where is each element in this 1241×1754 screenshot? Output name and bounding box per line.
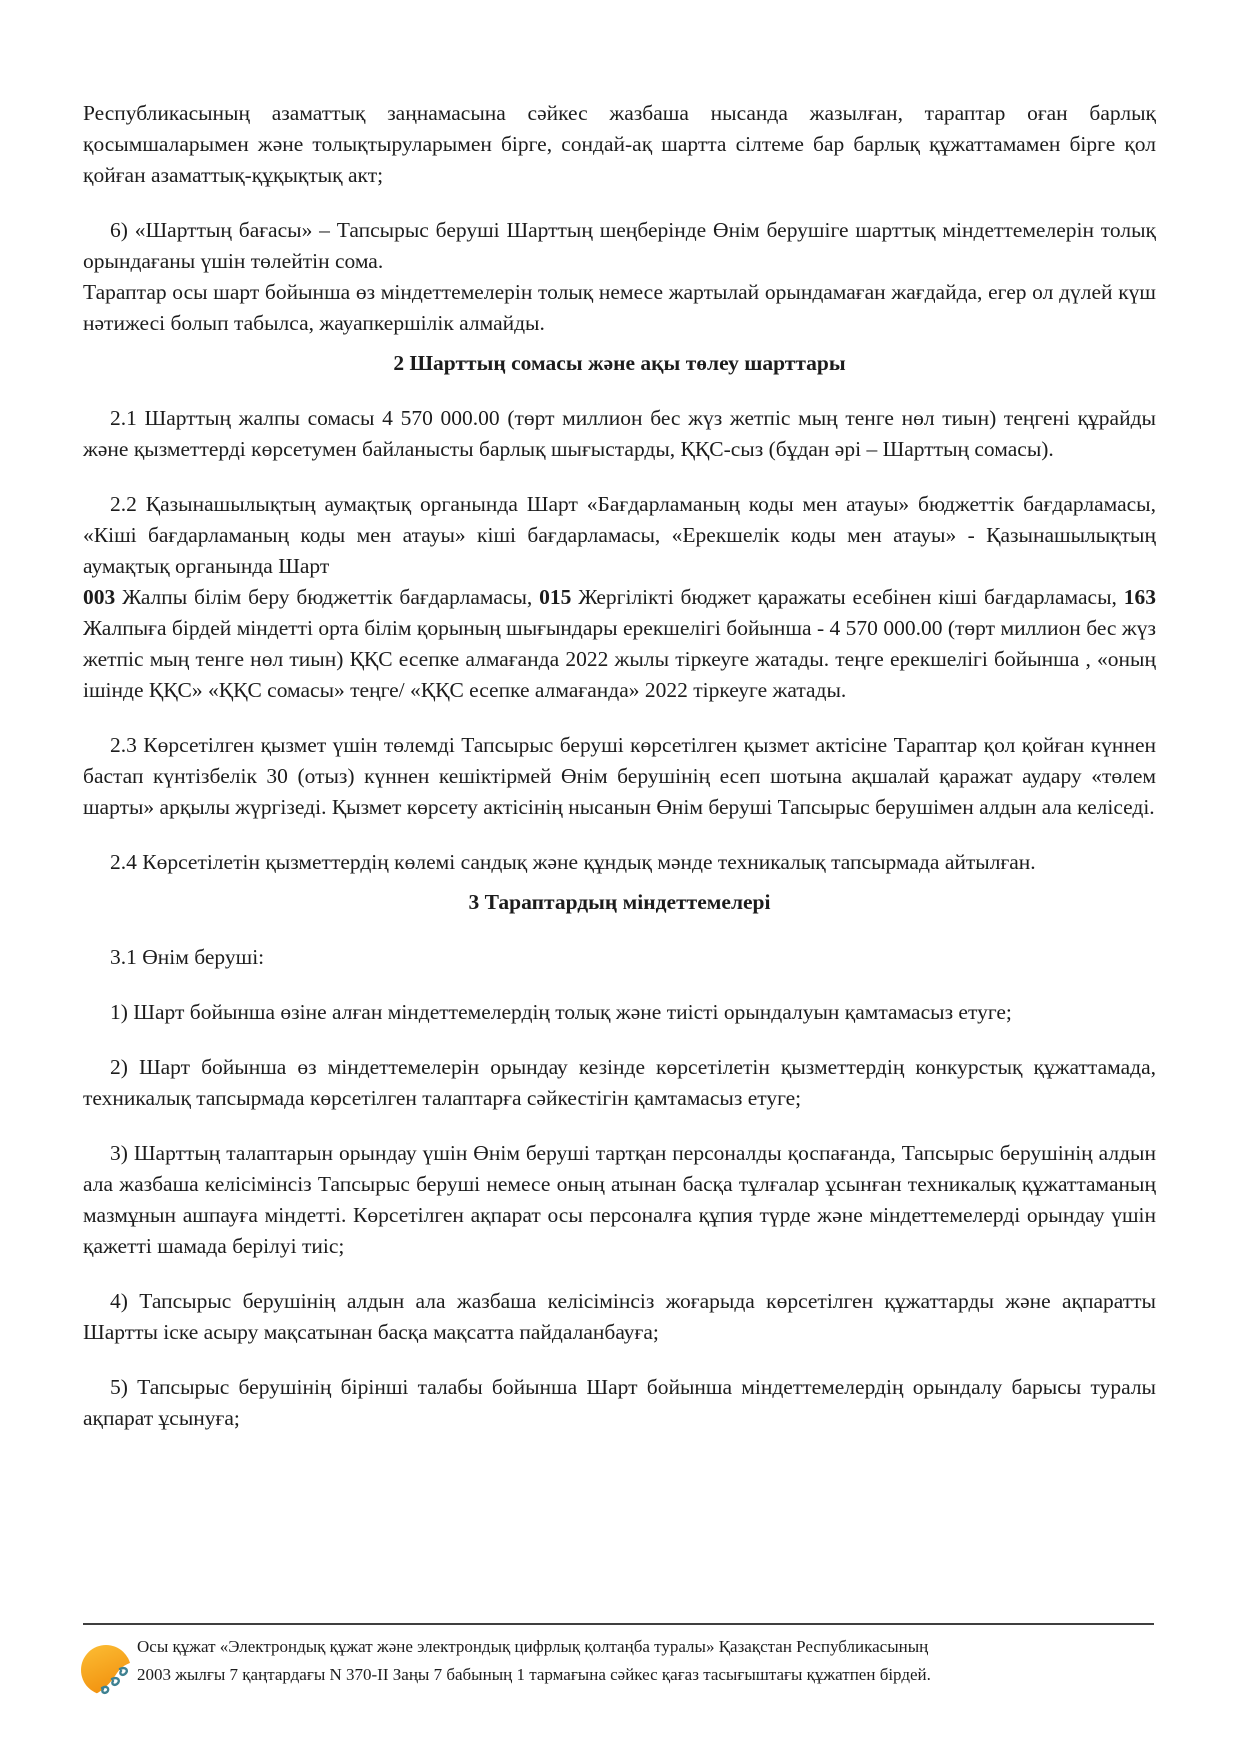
paragraph: 2.3 Көрсетілген қызмет үшін төлемді Тапсырыс беруші көрсетілген қызмет актісіне Тараптар қол қойған күннен бастап күнтізбелік 30 (отыз) күннен кешіктірмей Өнім берушінің есеп шотына ақшалай қаражат аудару «төлем шарты» арқылы жүргізеді. Қызмет көрсету актісінің нысанын Өнім беруші Тапсырыс берушімен алдын ала келіседі. [83, 733, 1156, 819]
egov-stamp-icon [81, 1640, 133, 1704]
paragraph: 2) Шарт бойынша өз міндеттемелерін орындау кезінде көрсетілетін қызметтердің конкурстық құжаттамада, техникалық тапсырмада көрсетілген талаптарға сәйкестігін қамтамасыз етуге; [83, 1055, 1156, 1110]
paragraph: Тараптар осы шарт бойынша өз міндеттемелерін толық немесе жартылай орындамаған жағдайда, егер ол дүлей күш нәтижесі болып табылса, жауапкершілік алмайды. [83, 280, 1156, 335]
paragraph: Республикасының азаматтық заңнамасына сәйкес жазбаша нысанда жазылған, тараптар оған барлық қосымшаларымен және толықтыруларымен бірге, сондай-ақ шартта сілтеме бар барлық құжаттамамен бірге қол қойған азаматтық-құқықтық акт; [83, 101, 1156, 187]
paragraph: 3.1 Өнім беруші: [110, 945, 265, 969]
footer-disclaimer: Осы құжат «Электрондық құжат және электрондық цифрлық қолтаңба туралы» Қазақстан Республикасының 2003 жылғы 7 қаңтардағы N 370-II Заңы 7 бабының 1 тармағына сәйкес қағаз тасығыштағы құжатпен бірдей. [137, 1637, 931, 1684]
paragraph: 2.4 Көрсетілетін қызметтердің көлемі сандық және құндық мәнде техникалық тапсырмада айтылған. [110, 850, 1036, 874]
paragraph: 6) «Шарттың бағасы» – Тапсырыс беруші Шарттың шеңберінде Өнім берушіге шарттық міндеттемелерін толық орындағаны үшін төлейтін сома. [83, 218, 1156, 273]
section-heading: 2 Шарттың сомасы және ақы төлеу шарттары [393, 351, 846, 375]
footer-divider [83, 1623, 1154, 1625]
paragraph: 3) Шарттың талаптарын орындау үшін Өнім беруші тартқан персоналды қоспағанда, Тапсырыс берушінің алдын ала жазбаша келісімінсіз Тапсырыс беруші немесе оның атынан басқа тұлғалар ұсынған техникалық құжаттаманың мазмұнын ашпауға міндетті. Көрсетілген ақпарат осы персоналға құпия түрде және міндеттемелерді орындау үшін қажетті шамада берілуі тиіс; [83, 1141, 1156, 1258]
paragraph: 1) Шарт бойынша өзіне алған міндеттемелердің толық және тиісті орындалуын қамтамасыз етуге; [110, 1000, 1012, 1024]
document-body [83, 98, 1156, 1434]
section-heading: 3 Тараптардың міндеттемелері [468, 890, 771, 914]
paragraph: 5) Тапсырыс берушінің бірінші талабы бойынша Шарт бойынша міндеттемелердің орындалу барысы туралы ақпарат ұсынуға; [83, 1375, 1156, 1430]
paragraph: 2.2 Қазынашылықтың аумақтық органында Шарт «Бағдарламаның коды мен атауы» бюджеттік бағдарламасы, «Кіші бағдарламаның коды мен атауы» кіші бағдарламасы, «Ерекшелік коды мен атауы» - Қазынашылықтың аумақтық органында Шарт 003 Жалпы білім беру бюджеттік бағдарламасы, 015 Жергілікті бюджет қаражаты есебінен кіші бағдарламасы, 163 Жалпыға бірдей міндетті орта білім қорының шығындары ерекшелігі бойынша - 4 570 000.00 (төрт миллион бес жүз жетпіс мың тенге нөл тиын) ҚҚС есепке алмағанда 2022 жылы тіркеуге жатады. теңге ерекшелігі бойынша , «оның ішінде ҚҚС» «ҚҚС сомасы» теңге/ «ҚҚС есепке алмағанда» 2022 тіркеуге жатады. [83, 492, 1156, 702]
paragraph: 2.1 Шарттың жалпы сомасы 4 570 000.00 (төрт миллион бес жүз жетпіс мың тенге нөл тиын) теңгені құрайды және қызметтерді көрсетумен байланысты барлық шығыстарды, ҚҚС-сыз (бұдан әрі – Шарттың сомасы). [83, 406, 1156, 461]
paragraph: 4) Тапсырыс берушінің алдын ала жазбаша келісімінсіз жоғарыда көрсетілген құжаттарды және ақпаратты Шартты іске асыру мақсатынан басқа мақсатта пайдаланбауға; [83, 1289, 1156, 1344]
